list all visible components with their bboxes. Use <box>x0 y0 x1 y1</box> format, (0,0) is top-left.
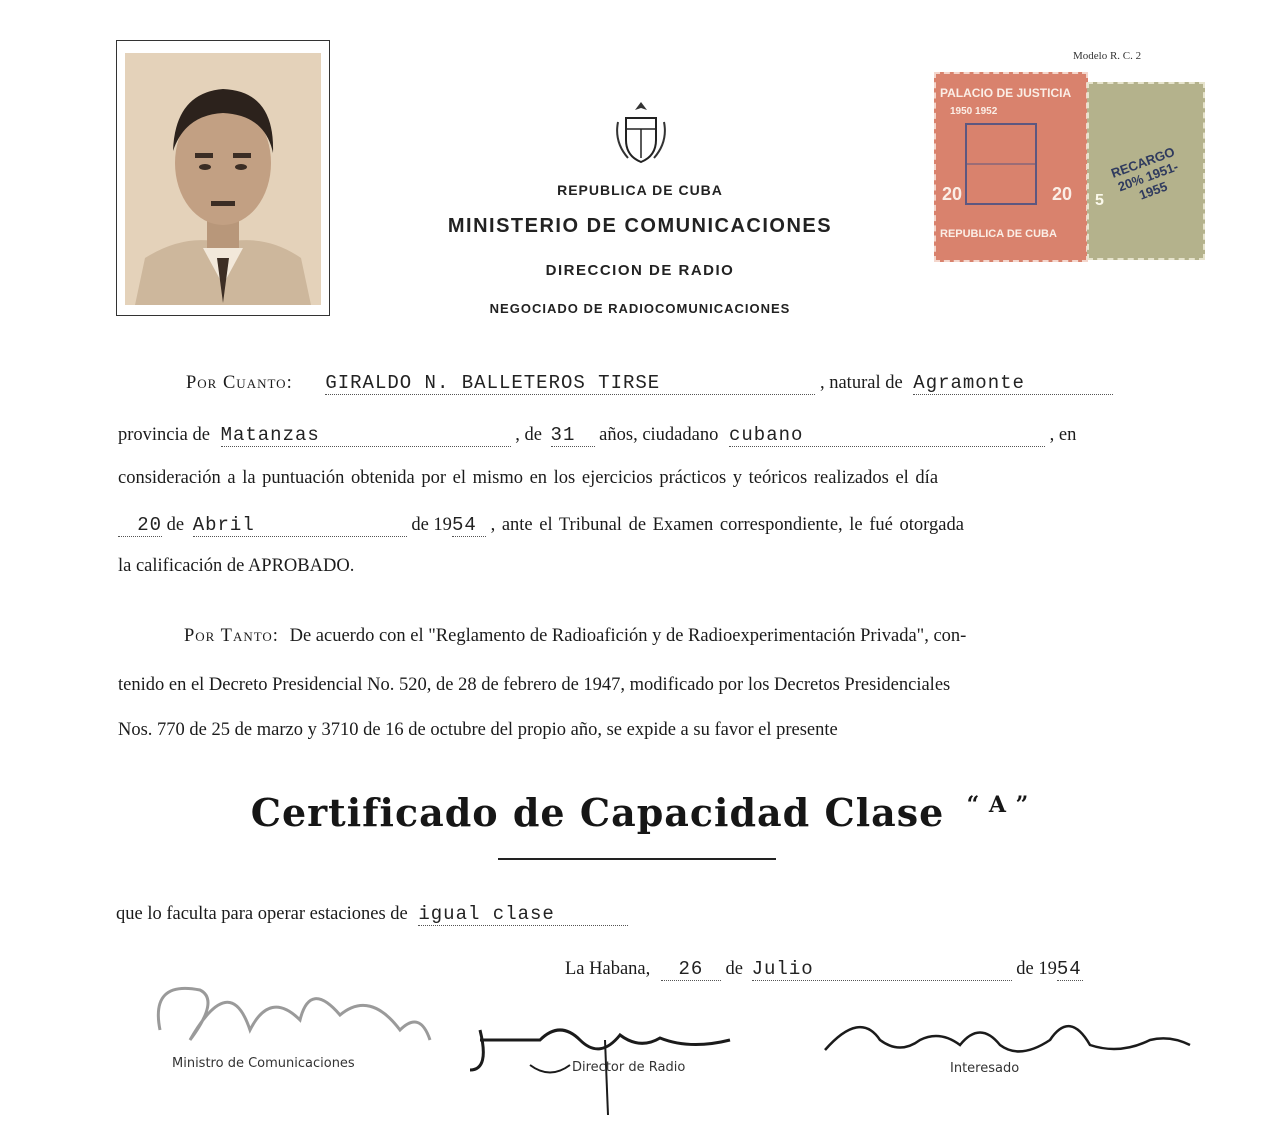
de3-label: de 19 <box>411 515 452 535</box>
title-underline <box>498 858 776 860</box>
age-field: 31 <box>551 424 595 447</box>
recital-line-1 <box>186 372 1113 395</box>
stamp-red-top-text: PALACIO DE JUSTICIA <box>940 86 1072 100</box>
citizenship-field: cubano <box>729 424 1045 447</box>
de-label: , de <box>515 425 542 445</box>
resolution-text-1: De acuerdo con el "Reglamento de Radioafición y de Radioexperimentación Privada", con- <box>289 626 967 646</box>
form-code: Modelo R. C. 2 <box>1073 50 1142 62</box>
stamp-green-overprint: RECARGO 20% 1951-1955 <box>1109 143 1181 203</box>
resolution-line-3: Nos. 770 de 25 de marzo y 3710 de 16 de octubre del propio año, se expide a su favor el presente <box>118 720 838 740</box>
applicant-name: GIRALDO N. BALLETEROS TIRSE <box>325 372 815 395</box>
stamp-red-value-left: 20 <box>942 184 963 204</box>
provincia-label: provincia de <box>118 425 210 445</box>
minister-label: Ministro de Comunicaciones <box>172 1056 355 1071</box>
ministry-heading: MINISTERIO DE COMUNICACIONES <box>447 215 833 237</box>
faculty-value: igual clase <box>418 903 628 926</box>
issue-month-field: Julio <box>752 958 1012 981</box>
date-line <box>565 958 1083 981</box>
cuban-coat-of-arms-icon <box>612 98 670 166</box>
stamp-green-value: 5 <box>1095 192 1104 209</box>
interested-label: Interesado <box>950 1061 1020 1076</box>
revenue-stamp-green <box>1087 82 1205 260</box>
issue-year-field: 54 <box>1056 958 1082 980</box>
de2-label: de <box>166 515 185 535</box>
resolution-line-2: tenido en el Decreto Presidencial No. 520, de 28 de febrero de 1947, modificado por los Decretos Presidenciales <box>118 675 951 695</box>
en-label: , en <box>1049 425 1077 445</box>
resolution-label: Por Tanto: <box>184 626 279 646</box>
stamp-cancellation-mark <box>936 74 1086 260</box>
exam-month-field: Abril <box>193 514 407 537</box>
issue-day-field: 26 <box>661 958 721 981</box>
director-label: Director de Radio <box>572 1060 686 1075</box>
minister-signature <box>140 960 440 1060</box>
exam-day-field: 20 <box>118 514 162 537</box>
date-year-label: de 19 <box>1016 959 1057 979</box>
recital-line-3: consideración a la puntuación obtenida por el mismo en los ejercicios prácticos y teóricos realizados el día <box>118 468 939 488</box>
birthplace-field: Agramonte <box>913 372 1113 395</box>
anos-label: años, ciudadano <box>599 425 719 445</box>
recital-line-5: la calificación de APROBADO. <box>118 556 355 576</box>
date-de-label: de <box>725 959 743 979</box>
city-label: La Habana, <box>565 959 651 979</box>
faculty-line <box>116 903 628 926</box>
certificate-class: “ A ” <box>966 792 1030 819</box>
exam-year-field: 54 <box>452 514 486 537</box>
province-field: Matanzas <box>221 424 511 447</box>
recital-line-4-tail: , ante el Tribunal de Examen correspondiente, le fué otorgada <box>490 515 964 535</box>
republic-heading: REPUBLICA DE CUBA <box>557 182 723 198</box>
revenue-stamp-red <box>934 72 1088 262</box>
stamp-red-years: 1950 1952 <box>950 106 998 117</box>
stamp-red-value-right: 20 <box>1052 184 1073 204</box>
certificate-title-text: Certificado de Capacidad Clase <box>250 790 945 835</box>
resolution-line-1 <box>184 626 966 647</box>
applicant-photo <box>116 40 330 316</box>
natural-de-label: , natural de <box>819 373 903 393</box>
faculty-label: que lo faculta para operar estaciones de <box>116 904 408 924</box>
direction-heading: DIRECCION DE RADIO <box>545 262 735 279</box>
stamp-red-bottom-text: REPUBLICA DE CUBA <box>940 228 1057 240</box>
certificate-title <box>0 790 1280 835</box>
recital-line-4 <box>118 514 964 537</box>
department-heading: NEGOCIADO DE RADIOCOMUNICACIONES <box>489 301 791 316</box>
recital-label: Por Cuanto: <box>186 373 293 393</box>
portrait-image <box>125 53 321 305</box>
interested-signature <box>820 1000 1200 1070</box>
recital-line-2 <box>118 424 1076 447</box>
